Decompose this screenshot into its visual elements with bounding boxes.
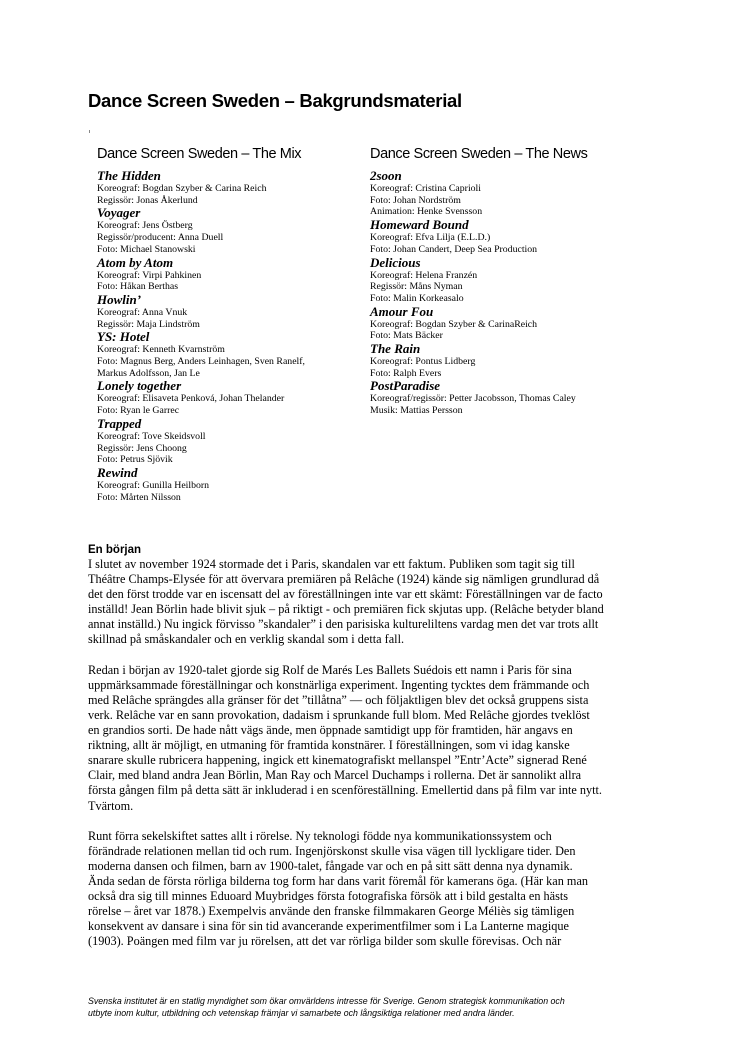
paragraph-line: Redan i början av 1920-talet gjorde sig Rolf de Marés Les Ballets Suédois ett namn i Paris för sina: [88, 662, 572, 677]
footer-line: Svenska institutet är en statlig myndighet som ökar omvärldens intresse för Sverige. Genom strategisk kommunikation och: [88, 996, 565, 1006]
film-entry: [370, 342, 670, 379]
film-entry: [370, 256, 670, 305]
paragraph-line: med Relâche sprängdes alla gränser för det ”tillåtna” — och följaktligen blev det också gruppens sista: [88, 692, 589, 707]
film-title: Amour Fou: [370, 303, 434, 319]
film-credit: Koreograf: Virpi Pahkinen: [97, 269, 202, 281]
film-entry: [370, 379, 670, 416]
film-title: PostParadise: [370, 378, 441, 394]
paragraph-line: Théâtre Champs-Elysée för att övervara premiären på Relâche (1924) kände sig nämligen grundlurad då: [88, 572, 600, 587]
paragraph-line: I slutet av november 1924 stormade det i Paris, skandalen var ett faktum. Publiken som tagit sig till: [88, 557, 575, 571]
paragraph-line: Clair, med bland andra Jean Börlin, Man Ray och Marcel Duchamps i rollerna. Det är sannolikt allra: [88, 768, 582, 783]
paragraph-line: riktning, allt är möjligt, en utmaning för framtida konstnärer. I föreställningen, som vi idag kanske: [88, 738, 570, 753]
film-title: The Rain: [370, 341, 421, 357]
paragraph-line: Ända sedan de första rörliga bilderna tog form har dans varit föremål för kamerans öga. (Här kan man: [88, 873, 589, 888]
film-entry: [97, 417, 362, 466]
paragraph-line: en grandios sorti. De hade nått vägs ände, men öppnade samtidigt upp för framtiden, här angavs en: [88, 723, 573, 738]
film-credit: Foto: Magnus Berg, Anders Leinhagen, Sven Ranelf,: [97, 356, 305, 368]
film-credit: Koreograf: Bogdan Szyber & CarinaReich: [370, 318, 538, 330]
body-text: [88, 557, 666, 949]
mix-film-list: [97, 169, 362, 503]
film-credit: Foto: Ryan le Garrec: [97, 405, 180, 417]
film-credit: Koreograf: Kenneth Kvarnström: [97, 344, 225, 356]
paragraph-line: rörelse – året var 1878.) Exempelvis använde den franske filmmakaren George Méliès sig tämligen: [88, 904, 575, 919]
margin-mark: [89, 130, 90, 133]
paragraph-line: snarare skulle rubricera happening, ingick ett kinematografiskt mellanspel ”Entr’Acte” signerad René: [88, 753, 587, 768]
film-title: Delicious: [370, 254, 421, 270]
film-credit: Foto: Mats Bäcker: [370, 330, 443, 342]
film-title: 2soon: [370, 168, 402, 183]
film-entry: [370, 305, 670, 342]
paragraph-line: uppmärksammade föreställningar och konstnärliga experiment. Ingenting tycktes dem främmande och: [88, 677, 590, 692]
paragraph-gap: [88, 814, 666, 829]
film-credit: Koreograf: Jens Östberg: [97, 220, 193, 232]
film-entry: [97, 330, 362, 379]
film-credit: Animation: Henke Svensson: [370, 206, 483, 218]
film-credit: Koreograf: Cristina Caprioli: [370, 183, 482, 194]
footer-line: utbyte inom kultur, utbildning och vetenskap främjar vi samarbete och långsiktiga relationer med andra länder.: [88, 1007, 515, 1018]
film-entry: [97, 293, 362, 330]
film-credit: Koreograf/regissör: Petter Jacobsson, Thomas Caley: [370, 393, 576, 405]
paragraph-line: skillnad på småskandaler och en verklig skandal som i detta fall.: [88, 632, 405, 647]
film-credit: Koreograf: Pontus Lidberg: [370, 356, 476, 368]
paragraph-line: också dra sig till minnes Eduoard Muybridges första fotografiska försök att i bild gestalta en hästs: [88, 889, 569, 904]
film-title: Rewind: [97, 464, 138, 480]
film-credit: Regissör: Måns Nyman: [370, 281, 463, 293]
film-title: The Hidden: [97, 168, 161, 183]
film-credit: Regissör: Jens Choong: [97, 442, 187, 454]
film-credit: Koreograf: Elisaveta Penková, Johan Thelander: [97, 393, 285, 405]
film-credit: Foto: Ralph Evers: [370, 367, 442, 379]
news-film-list: [370, 169, 670, 417]
paragraph-line: verk. Relâche var en sann provokation, dadaism i sprunkande full blom. Med Relâche gjordes tveklöst: [88, 707, 590, 722]
paragraph-gap: [88, 648, 666, 663]
paragraph-line: moderna dansen och filmen, barn av 1900-talet, fångade var och en på sitt sätt denna nya dynamik.: [88, 858, 573, 873]
film-entry: [370, 218, 670, 255]
paragraph: [88, 557, 666, 648]
film-credit: Foto: Petrus Sjövik: [97, 454, 173, 466]
footer: [88, 996, 663, 1019]
film-entry: [97, 169, 362, 206]
film-credit: Foto: Mårten Nilsson: [97, 491, 181, 503]
film-title: Howlin’: [97, 291, 142, 307]
paragraph-line: konsekvent av dansare i sina för sin tid avancerande experimentfilmer som i La Lanterne magique: [88, 919, 569, 934]
film-entry: [97, 466, 362, 503]
mix-column-heading: Dance Screen Sweden – The Mix: [97, 146, 302, 162]
film-credit: Regissör/producent: Anna Duell: [97, 232, 224, 244]
film-entry: [97, 379, 362, 416]
film-credit: Koreograf: Gunilla Heilborn: [97, 479, 210, 491]
film-entry: [97, 206, 362, 255]
paragraph-line: första gången film på detta sätt är inkluderad i en scenföreställning. Emellertid dans på film var inte nytt.: [88, 783, 602, 798]
paragraph-line: inställd! Jean Börlin hade blivit sjuk – på riktigt - och premiären fick skjutas upp. (Relâche betyder bland: [88, 602, 604, 617]
film-title: Homeward Bound: [370, 217, 469, 233]
film-credit: Koreograf: Tove Skeidsvoll: [97, 430, 206, 442]
film-credit: Koreograf: Helena Franzén: [370, 269, 478, 281]
paragraph-line: (1903). Poängen med film var ju rörelsen, att det var rörliga bilder som skulle förevisas. Och när: [88, 934, 562, 949]
film-title: Atom by Atom: [97, 254, 174, 270]
film-credit: Koreograf: Efva Lilja (E.L.D.): [370, 232, 491, 244]
film-credit: Regissör: Maja Lindström: [97, 318, 200, 330]
paragraph-line: det den först trodde var en iscensatt del av föreställningen inte var ett skämt: Föreställningen var de facto: [88, 587, 603, 602]
film-credit: Koreograf: Anna Vnuk: [97, 306, 188, 318]
page-title: Dance Screen Sweden – Bakgrundsmaterial: [88, 90, 462, 111]
film-entry: [370, 169, 670, 218]
paragraph: [88, 663, 666, 814]
film-title: Lonely together: [97, 378, 182, 394]
paragraph-line: förändrade relationen mellan tid och rum. Ingenjörskonst skulle visa vägen till lyckligare tider. Den: [88, 843, 576, 858]
film-credit: Koreograf: Bogdan Szyber & Carina Reich: [97, 183, 267, 194]
film-credit: Markus Adolfsson, Jan Le: [97, 367, 200, 379]
news-column-heading: Dance Screen Sweden – The News: [370, 146, 588, 162]
film-title: Voyager: [97, 205, 141, 221]
film-credit: Foto: Håkan Berthas: [97, 281, 179, 293]
paragraph-line: Runt förra sekelskiftet sattes allt i rörelse. Ny teknologi födde nya kommunikationssystem och: [88, 828, 552, 843]
film-entry: [97, 256, 362, 293]
film-title: YS: Hotel: [97, 329, 150, 345]
film-credit: Regissör: Jonas Åkerlund: [97, 194, 198, 206]
paragraph: [88, 829, 666, 950]
film-credit: Musik: Mattias Persson: [370, 405, 463, 417]
news-column: [370, 145, 670, 417]
film-credit: Foto: Johan Candert, Deep Sea Production: [370, 243, 538, 255]
film-title: Trapped: [97, 415, 142, 431]
paragraph-line: Tvärtom.: [88, 798, 134, 813]
mix-column: [97, 145, 362, 503]
film-credit: Foto: Johan Nordström: [370, 194, 461, 206]
section-heading: En början: [88, 544, 142, 556]
film-credit: Foto: Michael Stanowski: [97, 243, 196, 255]
paragraph-line: annat inställd.) Nu ingick förvisso ”skandaler” i den parisiska kultureliltens vardag men det var trots allt: [88, 617, 599, 632]
film-credit: Foto: Malin Korkeasalo: [370, 292, 464, 304]
